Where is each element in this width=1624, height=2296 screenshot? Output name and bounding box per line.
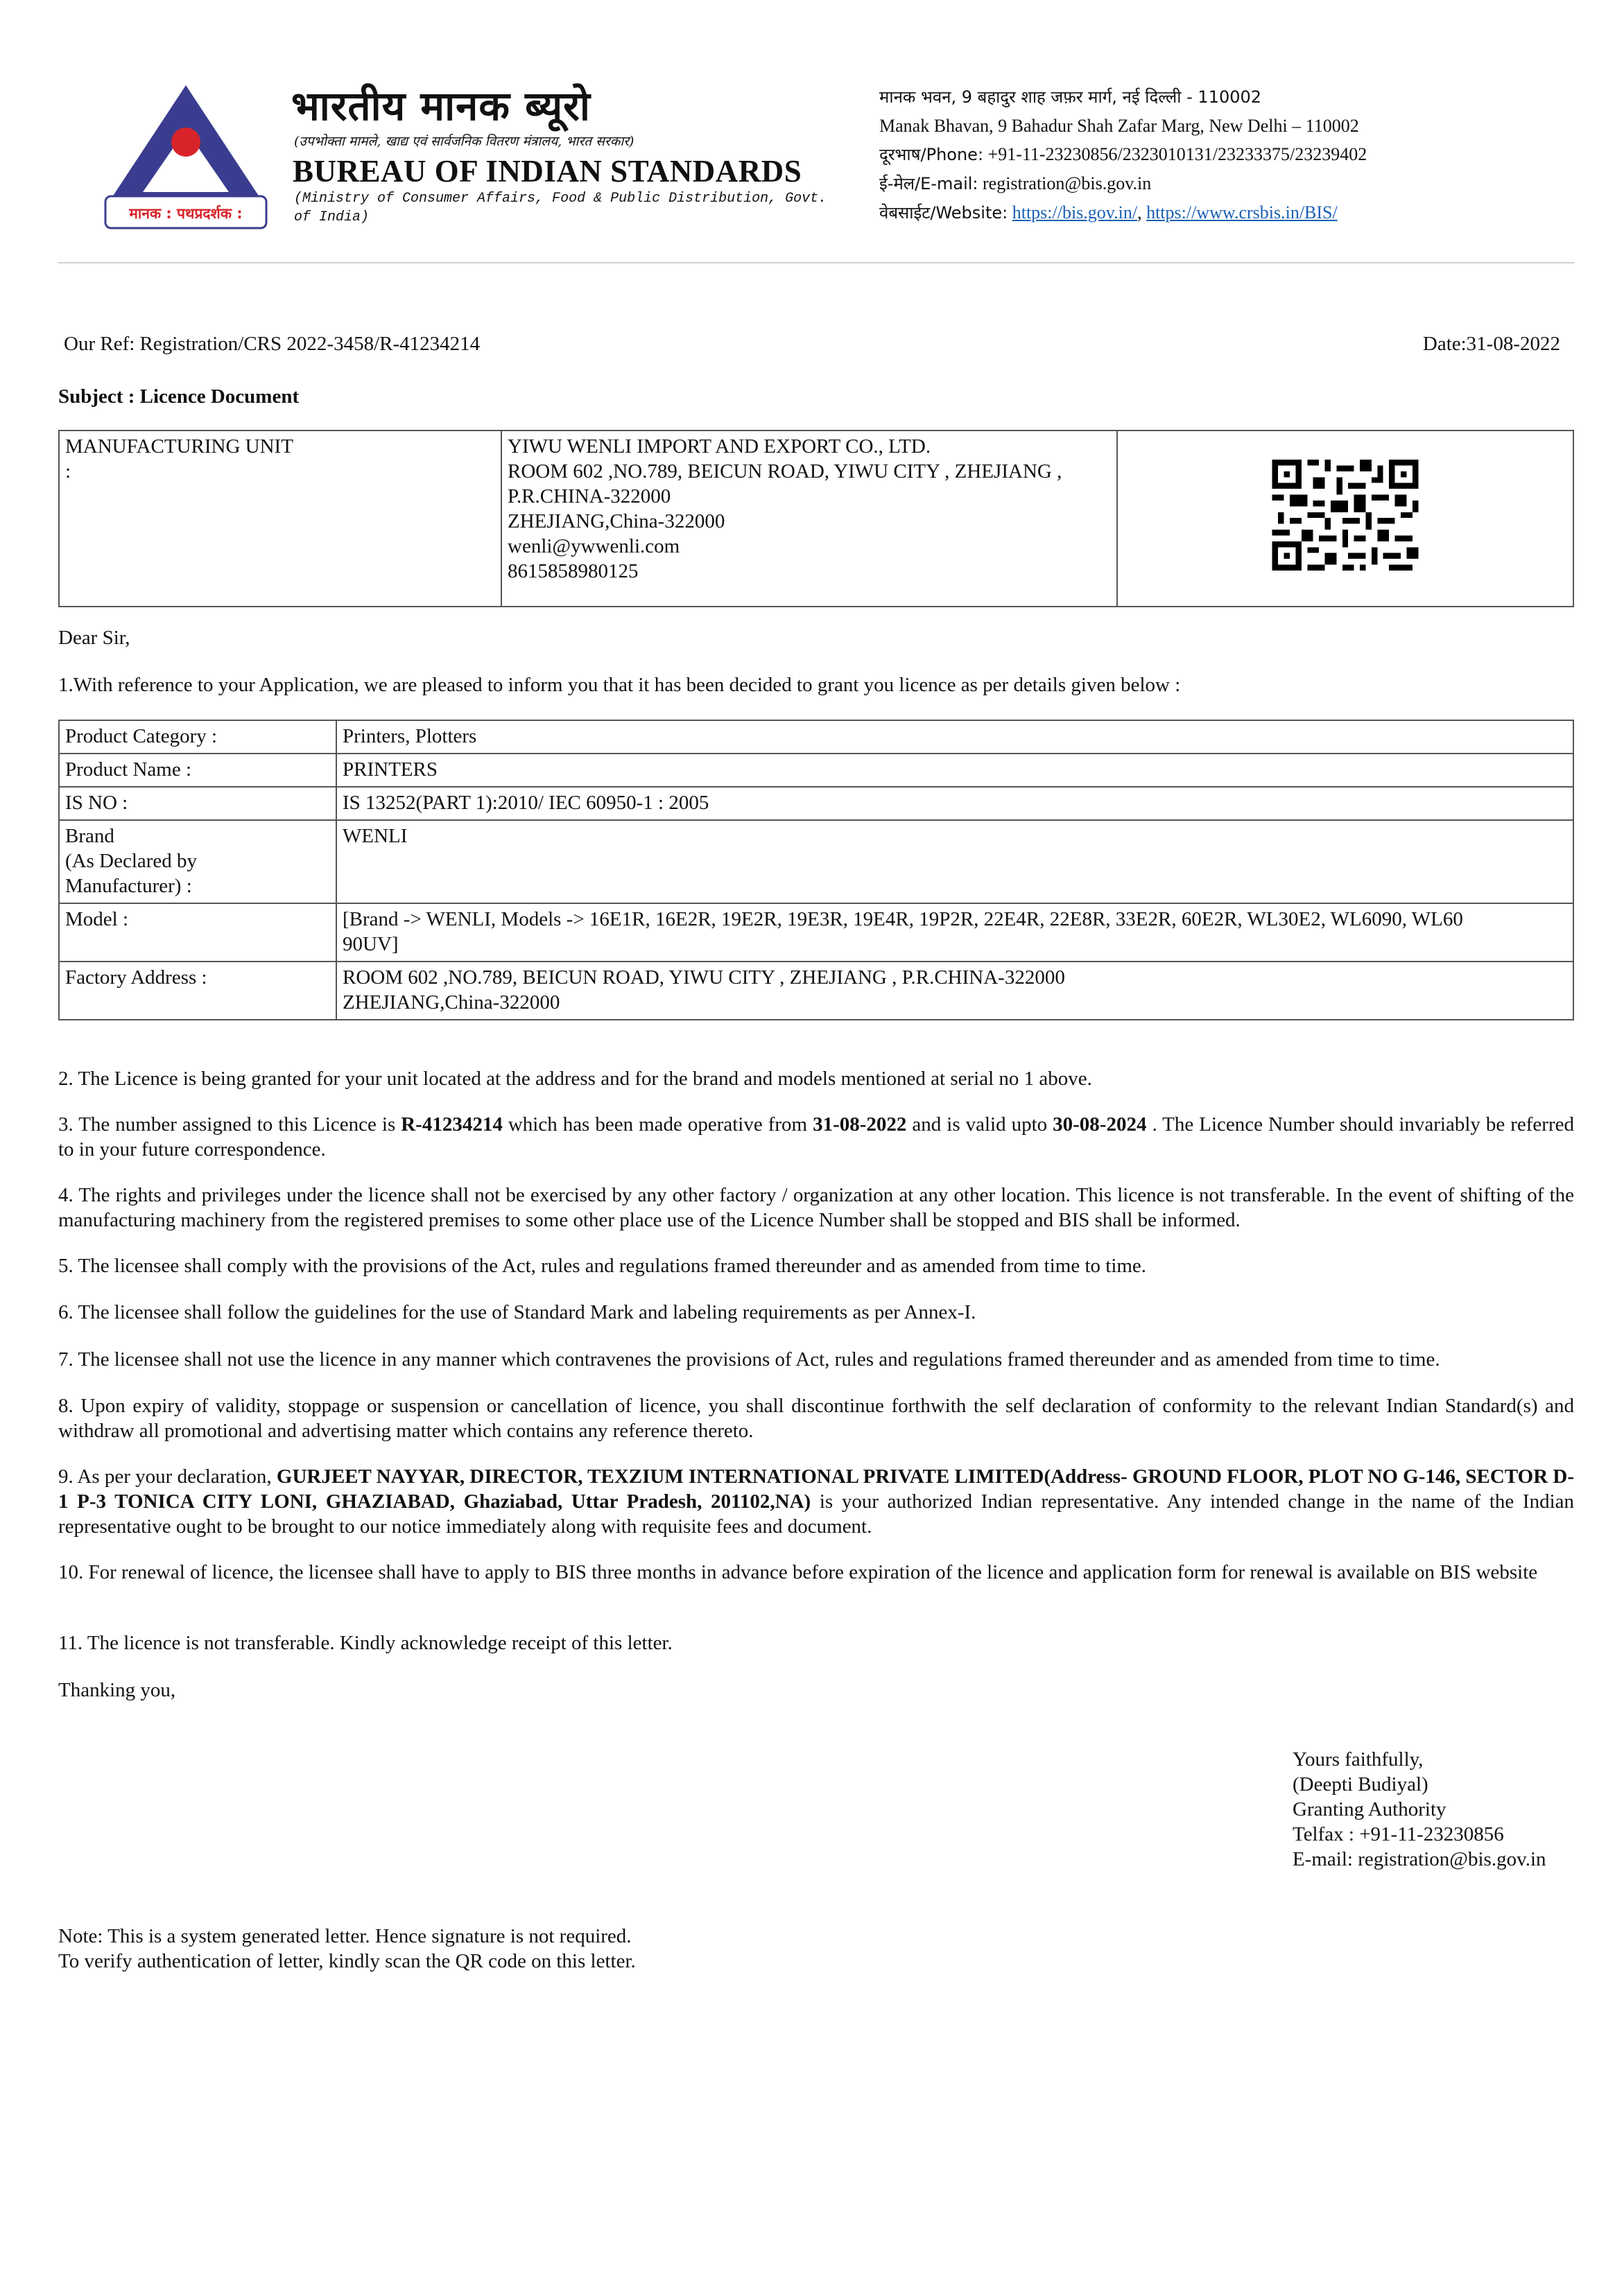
footer-note xyxy=(58,1924,636,1974)
website-line xyxy=(879,198,1367,227)
detail-label: Brand (As Declared by Manufacturer) : xyxy=(59,820,336,903)
address-hindi: मानक भवन, 9 बहादुर शाह जफ़र मार्ग, नई दिल्ली - 110002 xyxy=(879,87,1262,107)
paragraph-4: 4. The rights and privileges under the licence shall not be exercised by any other factory / organization at any other location. This licence is not transferable. In the event of shifting of the manufacturing machinery from the registered premises to some other place use of the Licence Number shall be stopped and BIS shall be informed. xyxy=(58,1184,1574,1231)
paragraph-6: 6. The licensee shall follow the guidelines for the use of Standard Mark and labeling requirements as per Annex-I. xyxy=(58,1301,976,1323)
website-link-bis[interactable]: https://bis.gov.in/ xyxy=(1012,202,1138,223)
paragraph-8: 8. Upon expiry of validity, stoppage or suspension or cancellation of licence, you shall discontinue forthwith the self declaration of conformity to the relevant Indian Standard(s) and withdraw all promotional and advertising matter which contains any reference thereto. xyxy=(58,1395,1574,1442)
detail-label: Product Name : xyxy=(59,754,336,787)
address-line: 8615858980125 xyxy=(508,560,639,582)
manufacturing-unit-label-text: MANUFACTURING UNIT : xyxy=(65,435,293,482)
paragraph-10: 10. For renewal of licence, the licensee shall have to apply to BIS three months in advance before expiration of the licence and application form for renewal is available on BIS website xyxy=(58,1561,1538,1583)
closing-line: Yours faithfully, xyxy=(1293,1748,1424,1771)
valid-from-date: 31-08-2022 xyxy=(813,1113,907,1136)
para3-text: and is valid upto xyxy=(906,1113,1053,1136)
paragraph-1: 1.With reference to your Application, we are pleased to inform you that it has been decided to grant you licence as per details given below : xyxy=(58,674,1181,696)
para3-text: which has been made operative from xyxy=(502,1113,813,1136)
address-line: P.R.CHINA-322000 xyxy=(508,485,671,507)
header-divider xyxy=(58,262,1574,263)
address-line: wenli@ywwenli.com xyxy=(508,535,680,557)
para9-text: is your authorized Indian representative. Any intended change in the name of the Indian representative ought to be brought to our notice immediately along with requisite fees and document. xyxy=(58,1490,1574,1538)
english-title: BUREAU OF INDIAN STANDARDS xyxy=(293,154,802,189)
signature-block xyxy=(1293,1747,1546,1872)
detail-label: Model : xyxy=(59,903,336,962)
bis-logo xyxy=(103,80,269,231)
paragraph-2: 2. The Licence is being granted for your unit located at the address and for the brand and models mentioned at serial no 1 above. xyxy=(58,1068,1092,1090)
thanking: Thanking you, xyxy=(58,1679,176,1701)
manufacturing-unit-table xyxy=(58,430,1574,607)
table-row xyxy=(59,787,1573,820)
detail-value: Printers, Plotters xyxy=(336,720,1573,754)
hindi-subtitle: (उपभोक्ता मामले, खाद्य एवं सार्वजनिक वितरण मंत्रालय, भारत सरकार) xyxy=(294,134,634,149)
email-line xyxy=(879,169,1367,198)
phone-label: दूरभाष/Phone: xyxy=(879,145,984,164)
signatory-title: Granting Authority xyxy=(1293,1798,1446,1820)
para3-text: . The Licence Number should invariably be referred to in your future correspondence. xyxy=(58,1113,1574,1160)
address-line: ROOM 602 ,NO.789, BEICUN ROAD, YIWU CITY , ZHEJIANG , xyxy=(508,460,1062,482)
phone-number: +91-11-23230856/2323010131/23233375/23239402 xyxy=(987,144,1367,164)
note-line: To verify authentication of letter, kindly scan the QR code on this letter. xyxy=(58,1950,636,1972)
contact-block xyxy=(879,83,1367,227)
qr-code-cell xyxy=(1117,430,1573,607)
table-row xyxy=(59,962,1573,1020)
website-separator: , xyxy=(1137,202,1142,223)
salutation: Dear Sir, xyxy=(58,627,130,649)
table-row xyxy=(59,754,1573,787)
signatory-name: (Deepti Budiyal) xyxy=(1293,1773,1428,1795)
ministry-line: (Ministry of Consumer Affairs, Food & Public Distribution, Govt. of India) xyxy=(294,191,827,225)
table-row xyxy=(59,820,1573,903)
paragraph-7: 7. The licensee shall not use the licence in any manner which contravenes the provisions of Act, rules and regulations framed thereunder and as amended from time to time. xyxy=(58,1348,1440,1371)
subject-line: Subject : Licence Document xyxy=(58,385,300,408)
website-label: वेबसाईट/Website: xyxy=(879,203,1008,223)
paragraph-3 xyxy=(58,1112,1574,1162)
email-label: ई-मेल/E-mail: xyxy=(879,174,978,193)
qr-code-icon xyxy=(1272,460,1419,571)
detail-label: Factory Address : xyxy=(59,962,336,1020)
detail-value: IS 13252(PART 1):2010/ IEC 60950-1 : 2005 xyxy=(336,787,1573,820)
reference-number: Our Ref: Registration/CRS 2022-3458/R-41234214 xyxy=(64,333,481,355)
indian-representative: GURJEET NAYYAR, DIRECTOR, TEXZIUM INTERNATIONAL PRIVATE LIMITED(Address- GROUND FLOOR, PLOT NO G-146, SECTOR D-1 P-3 TONICA CITY LONI, GHAZIABAD, Ghaziabad, Uttar Pradesh, 201102,NA) xyxy=(58,1466,1574,1513)
detail-value: WENLI xyxy=(336,820,1573,903)
detail-value: [Brand -> WENLI, Models -> 16E1R, 16E2R, 19E2R, 19E3R, 19E4R, 19P2R, 22E4R, 22E8R, 33E2R, 60E2R, WL30E2, WL6090, WL60 90UV] xyxy=(336,903,1573,962)
address-line: YIWU WENLI IMPORT AND EXPORT CO., LTD. xyxy=(508,435,931,458)
table-row xyxy=(59,720,1573,754)
para9-text: 9. As per your declaration, xyxy=(58,1466,277,1488)
detail-label: IS NO : xyxy=(59,787,336,820)
paragraph-11: 11. The licence is not transferable. Kindly acknowledge receipt of this letter. xyxy=(58,1632,673,1654)
detail-value: PRINTERS xyxy=(336,754,1573,787)
hindi-title: भारतीय मानक ब्यूरो xyxy=(291,82,591,130)
address-line: ZHEJIANG,China-322000 xyxy=(508,510,725,532)
detail-label: Product Category : xyxy=(59,720,336,754)
signatory-telfax: Telfax : +91-11-23230856 xyxy=(1293,1823,1504,1845)
para3-text: 3. The number assigned to this Licence is xyxy=(58,1113,401,1136)
note-line: Note: This is a system generated letter. Hence signature is not required. xyxy=(58,1925,632,1947)
licence-number: R-41234214 xyxy=(401,1113,503,1136)
manufacturing-unit-address xyxy=(501,430,1117,607)
signatory-email: E-mail: registration@bis.gov.in xyxy=(1293,1848,1546,1870)
logo-text: मानक : पथप्रदर्शक : xyxy=(129,205,243,222)
detail-value: ROOM 602 ,NO.789, BEICUN ROAD, YIWU CITY , ZHEJIANG , P.R.CHINA-322000 ZHEJIANG,China-322000 xyxy=(336,962,1573,1020)
address-english: Manak Bhavan, 9 Bahadur Shah Zafar Marg, New Delhi – 110002 xyxy=(879,116,1359,136)
table-row xyxy=(59,903,1573,962)
licence-details-table xyxy=(58,720,1574,1020)
manufacturing-unit-label xyxy=(59,430,501,607)
valid-to-date: 30-08-2024 xyxy=(1053,1113,1147,1136)
letter-date: Date:31-08-2022 xyxy=(1422,333,1560,355)
paragraph-5: 5. The licensee shall comply with the provisions of the Act, rules and regulations framed thereunder and as amended from time to time. xyxy=(58,1255,1147,1277)
phone-line xyxy=(879,140,1367,169)
paragraph-9 xyxy=(58,1464,1574,1539)
email-address: registration@bis.gov.in xyxy=(983,173,1152,193)
website-link-crs[interactable]: https://www.crsbis.in/BIS/ xyxy=(1146,202,1338,223)
